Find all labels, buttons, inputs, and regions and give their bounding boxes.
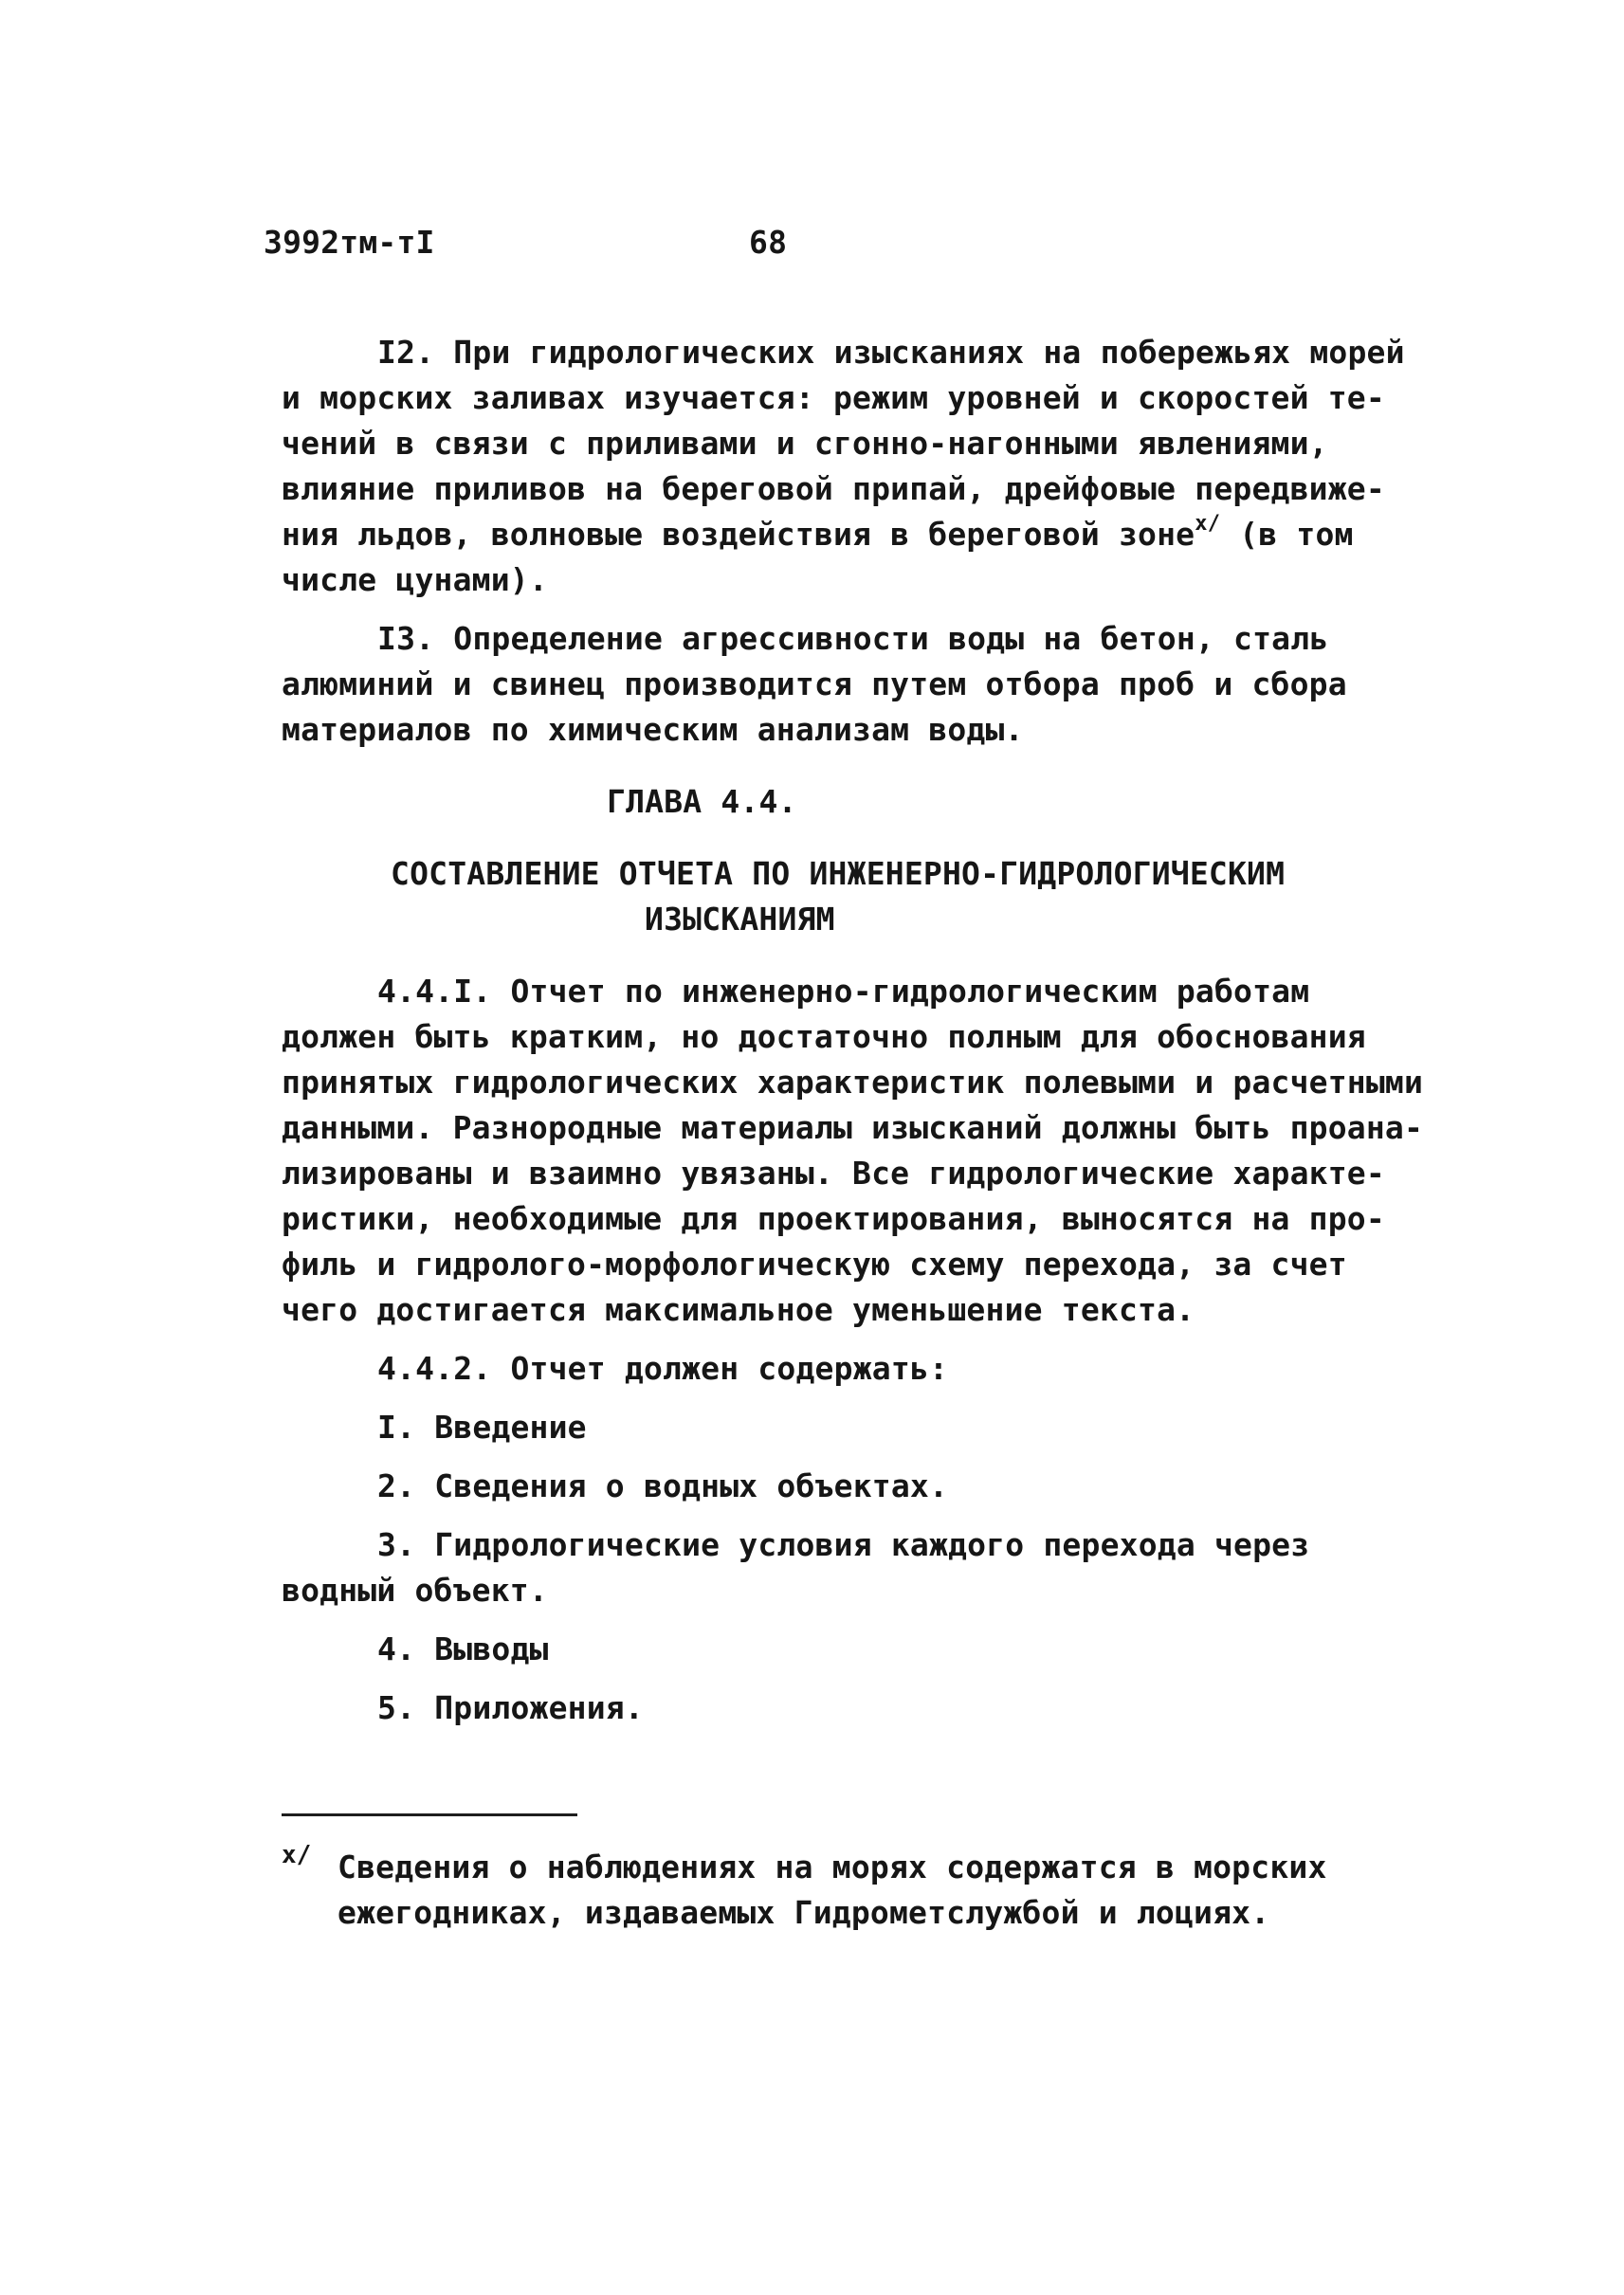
paragraph-12-line: и морских заливах изучается: режим уровней и скоростей те-	[282, 379, 1385, 416]
chapter-label: ГЛАВА 4.4.	[607, 783, 797, 820]
footnote-mark: x/	[282, 1841, 312, 1869]
list-item-continuation: водный объект.	[282, 1572, 548, 1609]
section-441-line: данными. Разнородные материалы изысканий должны быть проана-	[282, 1109, 1424, 1146]
list-item: 2. Сведения о водных объектах.	[377, 1467, 949, 1504]
paragraph-13-line: материалов по химическим анализам воды.	[282, 711, 1024, 748]
list-item: 5. Приложения.	[377, 1689, 644, 1726]
footnote-line: Сведения о наблюдениях на морях содержатся в морских	[338, 1849, 1327, 1885]
paragraph-12-text: ния льдов, волновые воздействия в береговой зоне	[282, 516, 1195, 553]
paragraph-13-line: I3. Определение агрессивности воды на бетон, сталь	[377, 620, 1329, 657]
paragraph-12-line: числе цунами).	[282, 561, 548, 598]
paragraph-13-line: алюминий и свинец производится путем отбора проб и сбора	[282, 665, 1347, 702]
paragraph-12-line: влияние приливов на береговой припай, дрейфовые передвиже-	[282, 470, 1385, 507]
section-441-line: принятых гидрологических характеристик полевыми и расчетными	[282, 1064, 1424, 1101]
paragraph-12-tail: (в том	[1239, 516, 1354, 553]
list-item: 4. Выводы	[377, 1630, 549, 1667]
section-441-line: филь и гидролого-морфологическую схему перехода, за счет	[282, 1246, 1347, 1283]
page-number: 68	[749, 224, 788, 261]
list-item: I. Введение	[377, 1409, 587, 1446]
paragraph-12-line	[282, 512, 1354, 554]
document-code: 3992тм-тI	[264, 224, 435, 261]
section-441-line: 4.4.I. Отчет по инженерно-гидрологическим работам	[377, 973, 1310, 1010]
section-442-intro: 4.4.2. Отчет должен содержать:	[377, 1350, 949, 1387]
list-item: 3. Гидрологические условия каждого перехода через	[377, 1526, 1310, 1563]
paragraph-12-line: чений в связи с приливами и сгонно-нагонными явлениями,	[282, 425, 1328, 462]
chapter-title-line2: ИЗЫСКАНИЯМ	[645, 901, 835, 938]
section-441-line: чего достигается максимальное уменьшение текста.	[282, 1291, 1195, 1328]
section-441-line: должен быть кратким, но достаточно полным для обоснования	[282, 1018, 1366, 1055]
footnote-reference: x/	[1195, 512, 1221, 536]
section-441-line: лизированы и взаимно увязаны. Все гидрологические характе-	[282, 1155, 1385, 1192]
footnote-line: ежегодниках, издаваемых Гидрометслужбой и лоциях.	[338, 1894, 1270, 1931]
chapter-title-line1: СОСТАВЛЕНИЕ ОТЧЕТА ПО ИНЖЕНЕРНО-ГИДРОЛОГИЧЕСКИМ	[391, 855, 1286, 892]
section-441-line: ристики, необходимые для проектирования, выносятся на про-	[282, 1200, 1385, 1237]
footnote-divider	[282, 1813, 577, 1816]
paragraph-12-line: I2. При гидрологических изысканиях на побережьях морей	[377, 334, 1405, 371]
